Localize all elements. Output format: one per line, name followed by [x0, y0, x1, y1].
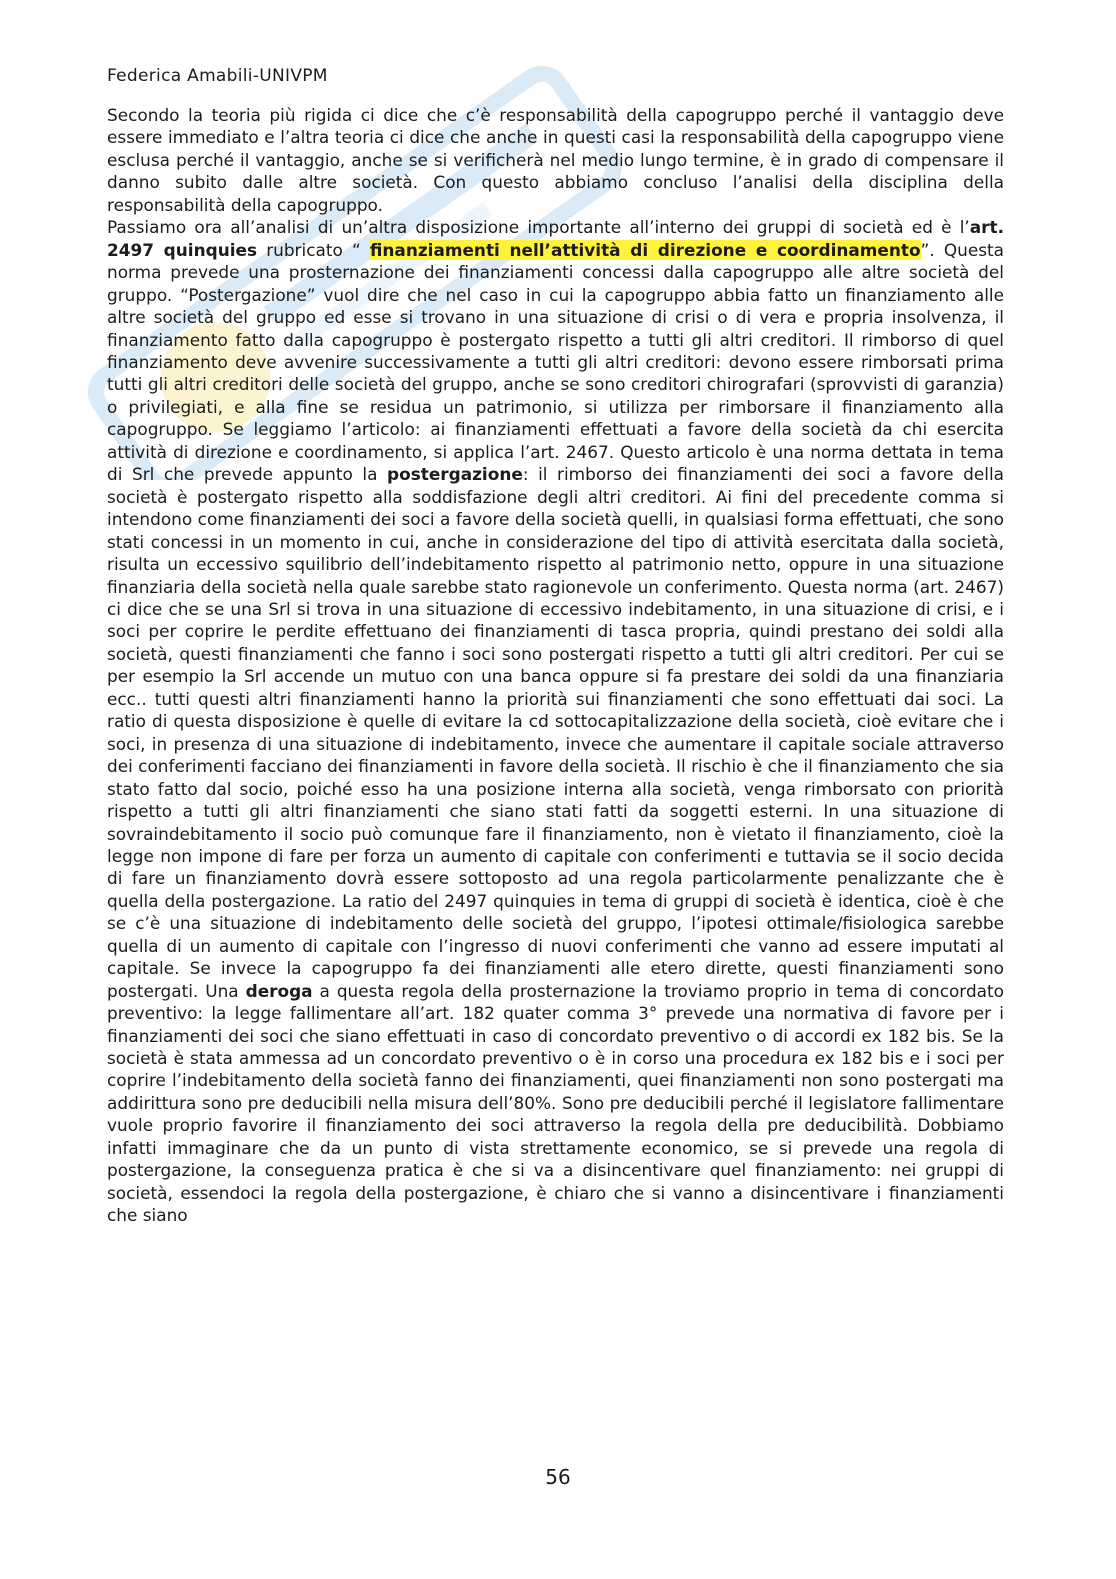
term-deroga: deroga — [245, 980, 313, 1001]
document-body — [107, 104, 1004, 1227]
text-segment: Passiamo ora all’analisi di un’altra disposizione importante all’interno dei gruppi di società ed è l’ — [107, 217, 970, 238]
article-reference: art. 2497 quinquies — [107, 217, 1004, 260]
document-page — [107, 64, 1004, 1227]
highlighted-article-title: finanziamenti nell’attività di direzione e coordinamento — [369, 239, 921, 260]
paragraph-postergazione — [107, 216, 1004, 1226]
text-segment: ”. Questa norma prevede una prosternazione dei finanziamenti concessi dalla capogruppo alle altre società del gruppo. “Postergazione” vuol dire che nel caso in cui la capogruppo abbia fatto un finanziamento alle altre società del gruppo ed esse si trovano in una situazione di crisi o di vera e propria insolvenza, il finanziamento fatto dalla capogruppo è postergato rispetto a tutti gli altri creditori. Il rimborso di quel finanziamento deve avvenire successivamente a tutti gli altri creditori: devono essere rimborsati prima tutti gli altri creditori delle società del gruppo, anche se sono creditori chirografari (sprovvisti di garanzia) o privilegiati, e alla fine se residua un patrimonio, si utilizza per rimborsare il finanziamento alla capogruppo. Se leggiamo l’articolo: ai finanziamenti effettuati a favore della società da chi esercita attività di direzione e coordinamento, si applica l’art. 2467. Questo articolo è una norma dettata in tema di Srl che prevede appunto la — [107, 239, 1005, 485]
paragraph-capogruppo-responsibility: Secondo la teoria più rigida ci dice che c’è responsabilità della capogruppo perché il vantaggio deve essere immediato e l’altra teoria ci dice che anche in questi casi la responsabilità della capogruppo viene esclusa perché il vantaggio, anche se si verificherà nel medio lungo termine, è in grado di compensare il danno subito dalle altre società. Con questo abbiamo concluso l’analisi della disciplina della responsabilità della capogruppo. — [107, 105, 1004, 215]
page-number: 56 — [545, 1465, 571, 1489]
term-postergazione: postergazione — [387, 464, 523, 485]
text-segment: a questa regola della prosternazione la troviamo proprio in tema di concordato preventivo: la legge fallimentare all’art. 182 quater comma 3° prevede una normativa di favore per i finanziamenti dei soci che siano effettuati in caso di concordato preventivo o di accordi ex 182 bis. Se la società è stata ammessa ad un concordato preventivo o è in corso una procedura ex 182 bis e i soci per coprire l’indebitamento della società fanno dei finanziamenti, quei finanziamenti non sono postergati ma addirittura sono pre deducibili nella misura dell’80%. Sono pre deducibili perché il legislatore fallimentare vuole proprio favorire il finanziamento dei soci attraverso la regola della pre deducibilità. Dobbiamo infatti immaginare che da un punto di vista strettamente economico, se si prevede una regola di postergazione, la conseguenza pratica è che si va a disincentivare quel finanziamento: nei gruppi di società, essendoci la regola della postergazione, è chiaro che si vanno a disincentivare i finanziamenti che siano — [107, 980, 1004, 1226]
page-header-author: Federica Amabili-UNIVPM — [107, 66, 328, 86]
text-segment: : il rimborso dei finanziamenti dei soci a favore della società è postergato rispetto alla soddisfazione degli altri creditori. Ai fini del precedente comma si intendono come finanziamenti dei soci a favore della società quelli, in qualsiasi forma effettuati, che sono stati concessi in un momento in cui, anche in considerazione del tipo di attività esercitata dalla società, risulta un eccessivo squilibrio dell’indebitamento rispetto al patrimonio netto, oppure in una situazione finanziaria della società nella quale sarebbe stato ragionevole un conferimento. Questa norma (art. 2467) ci dice che se una Srl si trova in una situazione di eccessivo indebitamento, in una situazione di crisi, e i soci per coprire le perdite effettuano dei finanziamenti di tasca propria, quindi prestano dei soldi alla società, questi finanziamenti che fanno i soci sono postergati rispetto a tutti gli altri creditori. Per cui se per esempio la Srl accende un mutuo con una banca oppure si fa prestare dei soldi da una finanziaria ecc.. tutti questi altri finanziamenti hanno la priorità sui finanziamenti che sono effettuati dai soci. La ratio di questa disposizione è quelle di evitare la cd sottocapitalizzazione della società, cioè evitare che i soci, in presenza di una situazione di indebitamento, invece che aumentare il capitale sociale attraverso dei conferimenti facciano dei finanziamenti in favore della società. Il rischio è che il finanziamento che sia stato fatto dal socio, poiché esso ha una posizione interna alla società, venga rimborsato con priorità rispetto a tutti gli altri finanziamenti che siano stati fatti da soggetti esterni. In una situazione di sovraindebitamento il socio può comunque fare il finanziamento, non è vietato il finanziamento, cioè la legge non impone di fare per forza un aumento di capitale con conferimenti e tuttavia se il socio decida di fare un finanziamento dovrà essere sottoposto ad una regola particolarmente penalizzante che è quella della postergazione. La ratio del 2497 quinquies in tema di gruppi di società è identica, cioè è che se c’è una situazione di indebitamento delle società del gruppo, l’ipotesi ottimale/fisiologica sarebbe quella di un aumento di capitale con l’ingresso di nuovi conferimenti che vanno ad essere imputati al capitale. Se invece la capogruppo fa dei finanziamenti alle etero dirette, questi finanziamenti sono postergati. Una — [107, 464, 1004, 1001]
text-segment: rubricato “ — [257, 239, 370, 260]
